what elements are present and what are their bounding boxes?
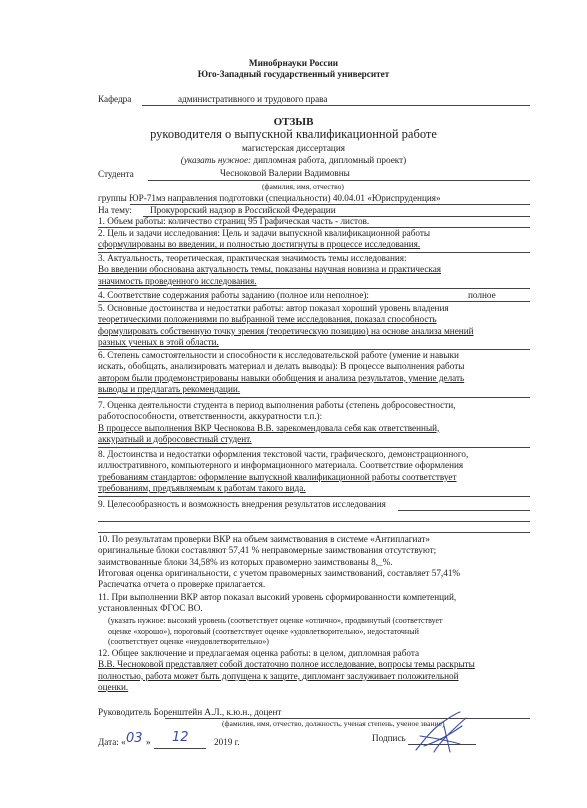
document-title: ОТЗЫВ — [273, 116, 314, 128]
item-1-volume: 1. Объем работы: количество страниц 95 Графическая часть - листов. — [98, 216, 370, 226]
item-10-antiplagiat: 10. По результатам проверки ВКР на объем заимствования в системе «Антиплагиат» оригинальные блоки составляют 57,41 % неправомерные заимствования отсутствуют; заимствованные блоки 34,58% из которых правомерно заимствованы 8,_%. Итоговая оценка оригинальности, с учетом правомерных заимствований, составляет 57,41% Распечатка отчета о проверке прилагается. — [98, 534, 461, 590]
student-name: Чесноковой Валерии Вадимовны — [220, 168, 350, 178]
university: Юго-Западный государственный университет — [197, 69, 390, 79]
item-6-independence: 6. Степень самостоятельности и способности к исследовательской работе (умение и навыки искать, обобщать, анализировать материал и делать выводы): В процессе выполнения работы автором были продемонстрированы навыки обобщения и анализа результатов, умение делать выводы и предлагать рекомендации. — [98, 350, 465, 394]
supervisor: Руководитель Боренштейн А.Л., к.ю.н., доцент — [98, 707, 282, 717]
work-type: магистерская диссертация — [242, 143, 345, 153]
date-label: Дата: « — [98, 737, 126, 747]
item-2-goals: 2. Цель и задачи исследования: Цель и задачи выпускной квалификационной работы сформулированы во введении, и полностью достигнуты в процессе исследования. — [98, 228, 431, 250]
item-11-hint: (указать нужное: высокий уровень (соответствует оценке «отлично», продвинутый (соответствует оценке «хорошо»), пороговый (соответствует оценке «удовлетворительно», недостаточный (соответствует оценке «неудовлетворительно») — [108, 616, 443, 646]
item-11-competence: 11. При выполнении ВКР автор показал высокий уровень сформированности компетенций, установленных ФГОС ВО. — [98, 592, 457, 614]
work-type-hint: (указать нужное: дипломная работа, дипломный проект) — [180, 155, 407, 165]
date-month: 12 — [172, 730, 189, 745]
item-12-conclusion: 12. Общее заключение и предлагаемая оценка работы: в целом, дипломная работа В.В. Чесноковой представляет собой достаточно полное исследование, вопросы темы раскрыты полностью, работа может быть допущена к защите, дипломант заслуживает положительной оценки. — [98, 648, 475, 692]
item-5-strengths: 5. Основные достоинства и недостатки работы: автор показал хороший уровень владения теоретическими положениями по выбранной теме исследования, показал способность формулировать собственную точку зрения (теоретическую позицию) на основе анализа мнений разных ученых в этой области. — [98, 303, 474, 347]
item-3-relevance: 3. Актуальность, теоретическая, практическая значимость темы исследования: Во введении обоснована актуальность темы, показаны научная новизна и практическая значимость проведенного исследования. — [98, 253, 442, 286]
group-line: группы ЮР-71мз направления подготовки (специальности) 40.04.01 «Юриспруденция» — [98, 193, 441, 203]
student-label: Студента — [98, 169, 134, 179]
supervisor-caption: (фамилия, имя, отчество, должность, ученая степень, ученое звание) — [222, 719, 445, 728]
date-day-close: » — [146, 737, 151, 747]
item-7-evaluation: 7. Оценка деятельности студента в период выполнения работы (степень добросовестности, работоспособности, ответственности, аккуратности т.п.): В процессе выполнения ВКР Чеснокова В.В. зарекомендовала себя как ответственный, аккуратный и добросовестный студент. — [98, 400, 456, 444]
ministry: Минобрнауки России — [248, 58, 339, 68]
signature-icon — [410, 706, 472, 758]
topic-value: Прокурорский надзор в Российской Федерации — [150, 205, 336, 215]
date-day: 03 — [126, 731, 143, 746]
kafedra-value: административного и трудового права — [178, 94, 328, 104]
item-8-formatting: 8. Достоинства и недостатки оформления текстовой части, графического, демонстрационного, иллюстративного, компьютерного и информационного материала. Соответствие оформления требованиям стандартов: оформление выпускной квалификационной работы соответствует требованиям, предъявляемым к работам такого вида. — [98, 449, 469, 493]
kafedra-label: Кафедра — [98, 94, 132, 104]
document-subtitle: руководителя о выпускной квалификационной работе — [150, 127, 437, 141]
item-9-implementation: 9. Целесообразность и возможность внедрения результатов исследования — [98, 499, 386, 509]
item-4-label: 4. Соответствие содержания работы заданию (полное или неполное): — [98, 290, 369, 300]
topic-label: На тему: — [98, 205, 132, 215]
signature-label: Подпись — [372, 733, 406, 743]
date-year: 2019 г. — [214, 737, 240, 747]
student-name-caption: (фамилия, имя, отчество) — [262, 182, 344, 191]
item-4-value: полное — [468, 290, 496, 300]
